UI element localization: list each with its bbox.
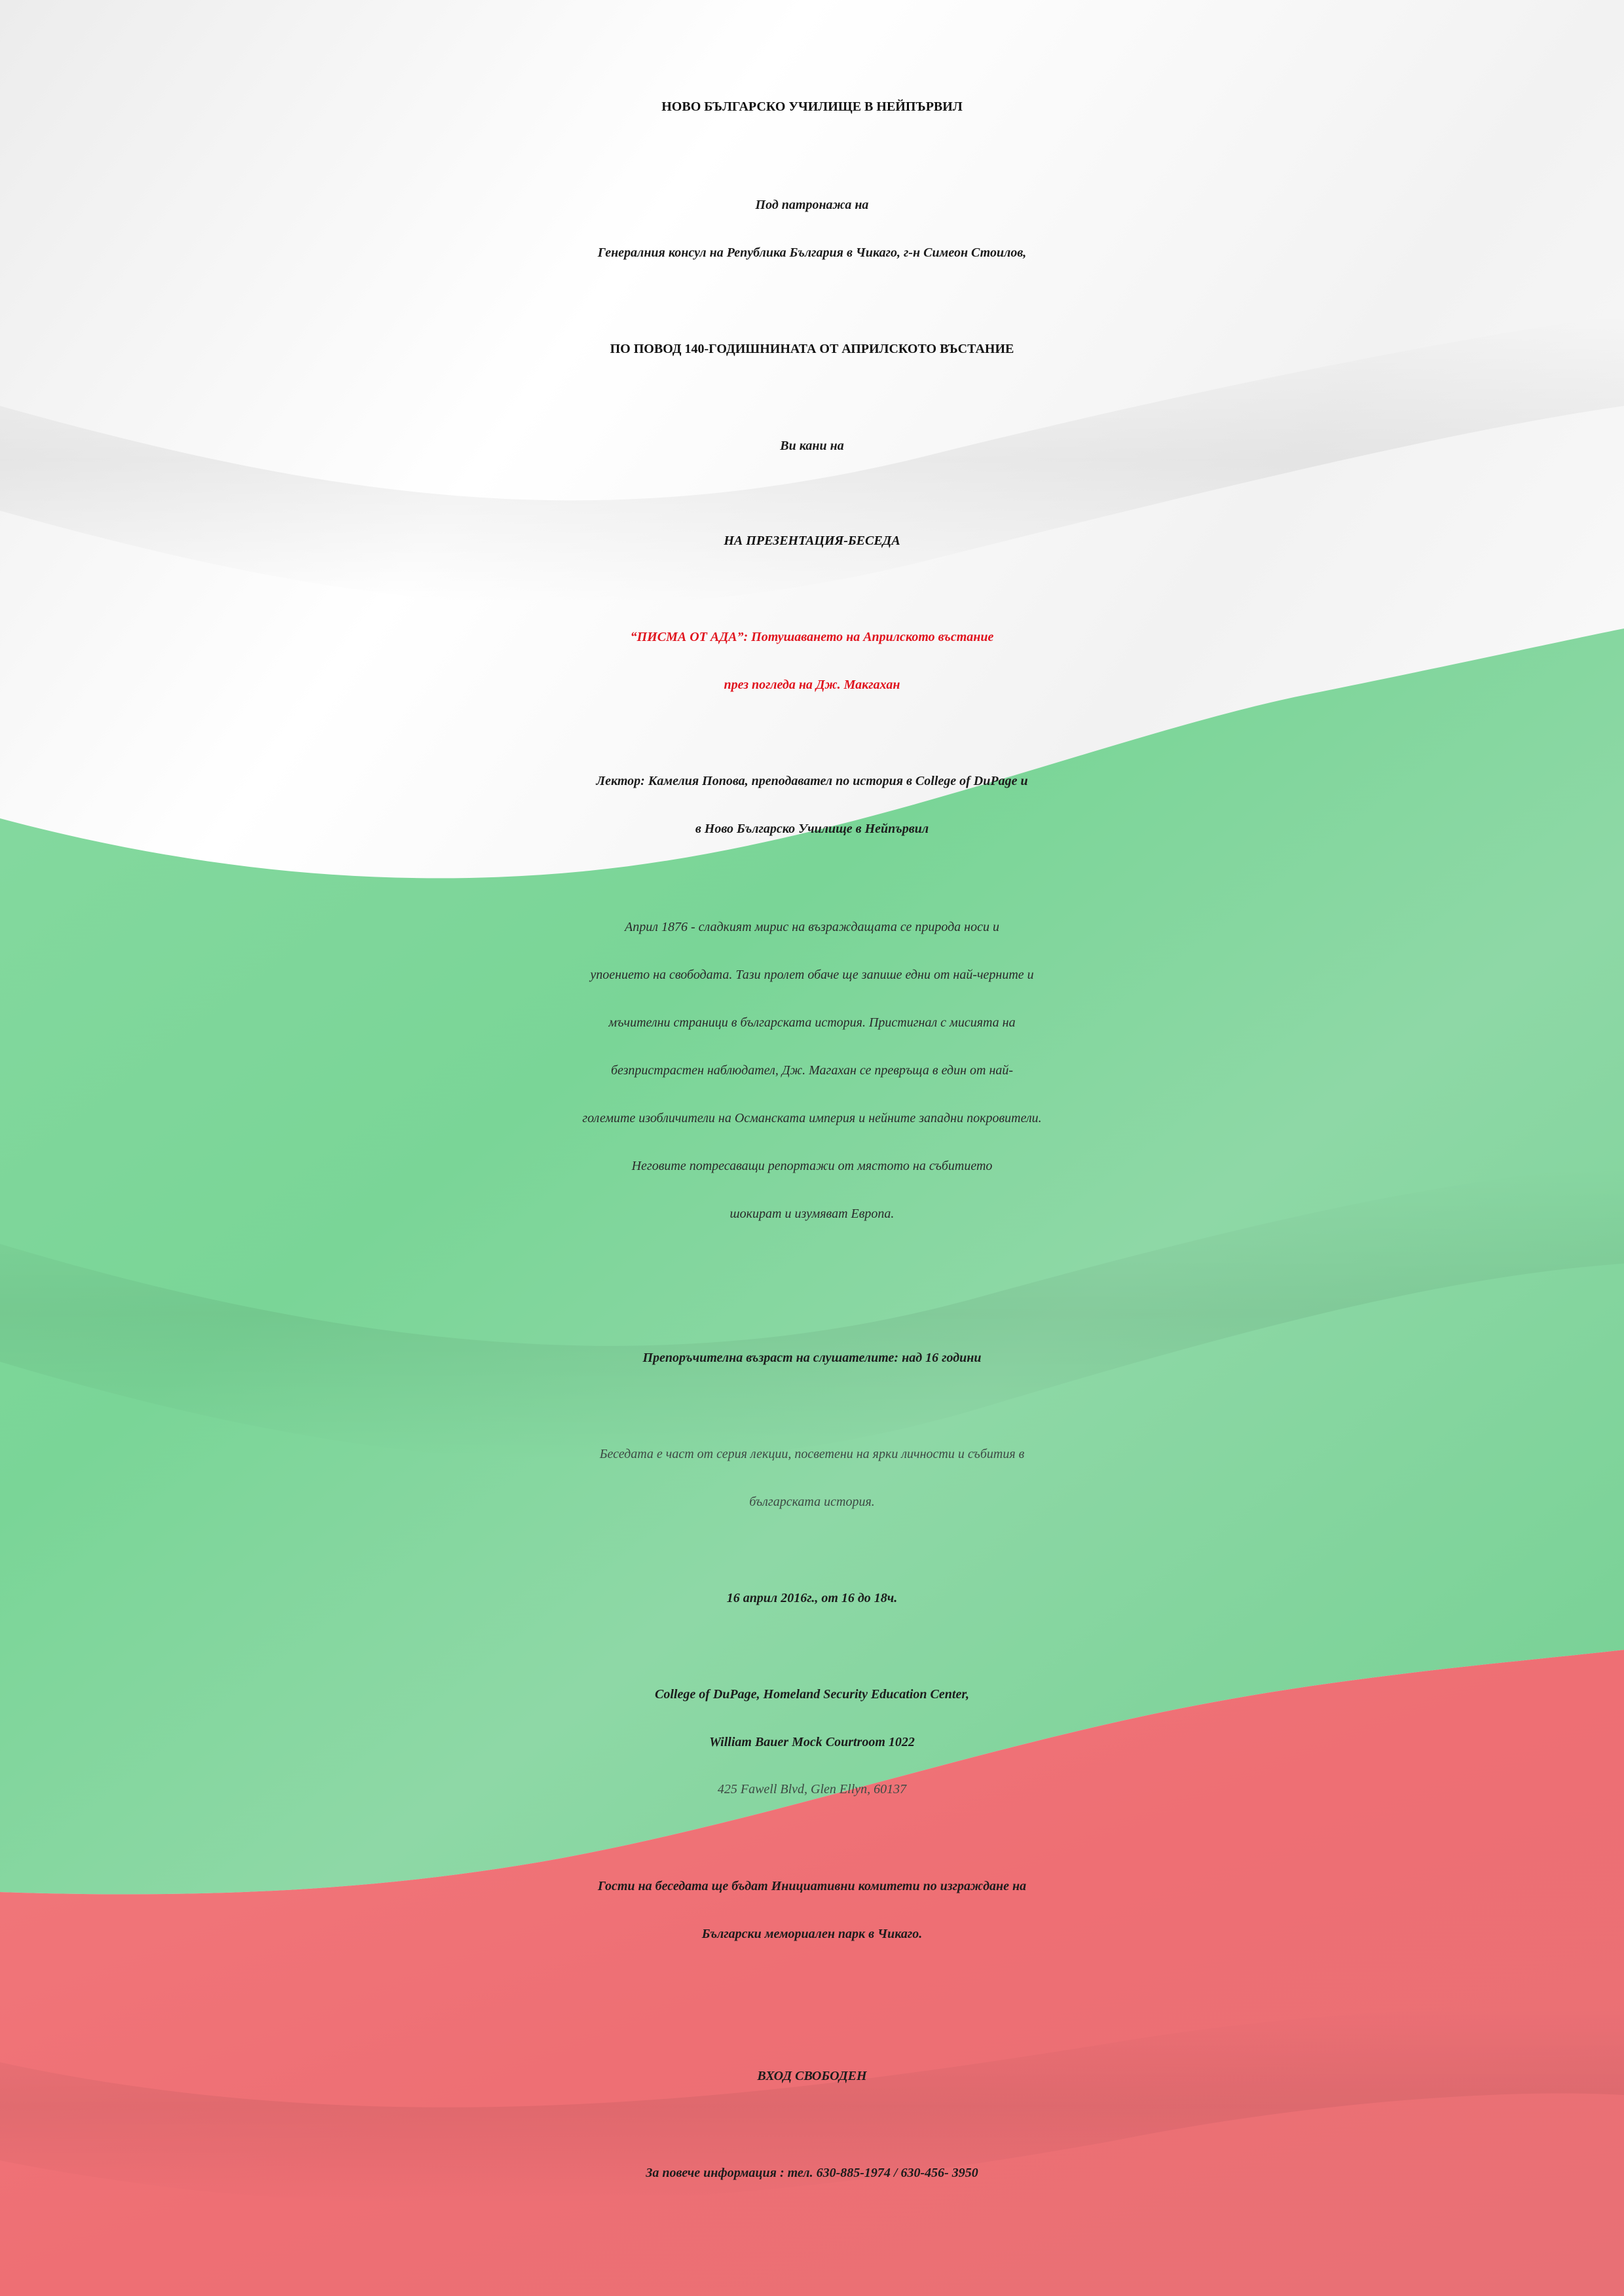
event-type-heading: НА ПРЕЗЕНТАЦИЯ-БЕСЕДА: [724, 534, 900, 548]
venue-line-1: College of DuPage, Homeland Security Education Center,: [655, 1687, 969, 1702]
description-line: мъчителни страници в българската история. Пристигнал с мисията на: [608, 1015, 1016, 1030]
description-line: шокират и изумяват Европа.: [729, 1207, 895, 1221]
series-line-2: българската история.: [749, 1495, 875, 1509]
series-line-1: Беседата е част от серия лекции, посветени на ярки личности и събития в: [599, 1447, 1025, 1461]
patronage-line-1: Под патронажа на: [755, 198, 869, 212]
school-name: НОВО БЪЛГАРСКО УЧИЛИЩЕ В НЕЙПЪРВИЛ: [661, 100, 963, 114]
topic-title-line-1: “ПИСМА ОТ АДА”: Потушаването на Априлското въстание: [630, 630, 994, 644]
venue-line-2: William Bauer Mock Courtroom 1022: [709, 1735, 915, 1749]
description-line: Април 1876 - сладкият мирис на възраждащата се природа носи и: [625, 920, 999, 934]
lecturer-line-2: в Ново Българско Училище в Нейпървил: [695, 822, 929, 836]
description-line: безпристрастен наблюдател, Дж. Магахан се превръща в един от най-: [610, 1063, 1014, 1078]
lecturer-line-1: Лектор: Камелия Попова, преподавател по история в College of DuPage и: [596, 774, 1028, 788]
patronage-line-2: Генералния консул на Република България в Чикаго, г-н Симеон Стоилов,: [597, 246, 1027, 260]
topic-title-line-2: през погледа на Дж. Макгахан: [724, 678, 900, 692]
invite-text: Ви кани на: [780, 439, 844, 453]
free-entry: ВХОД СВОБОДЕН: [757, 2069, 867, 2083]
occasion-heading: ПО ПОВОД 140-ГОДИШНИНАТА ОТ АПРИЛСКОТО ВЪСТАНИЕ: [610, 342, 1014, 356]
event-date-time: 16 април 2016г., от 16 до 18ч.: [726, 1591, 898, 1605]
description-line: Неговите потресаващи репортажи от мястото на събитието: [631, 1159, 993, 1173]
description-line: големите изобличители на Османската империя и нейните западни покровители.: [582, 1111, 1042, 1125]
guests-line-2: Български мемориален парк в Чикаго.: [701, 1927, 923, 1941]
recommended-age: Препоръчителна възраст на слушателите: над 16 години: [642, 1351, 982, 1365]
venue-address: 425 Fawell Blvd, Glen Ellyn, 60137: [717, 1782, 907, 1796]
description-line: упоението на свободата. Тази пролет обаче ще запише едни от най-черните и: [590, 968, 1034, 982]
guests-line-1: Гости на беседата ще бъдат Инициативни комитети по изграждане на: [597, 1879, 1027, 1893]
contact-info: За повече информация : тел. 630-885-1974 / 630-456- 3950: [646, 2166, 978, 2180]
